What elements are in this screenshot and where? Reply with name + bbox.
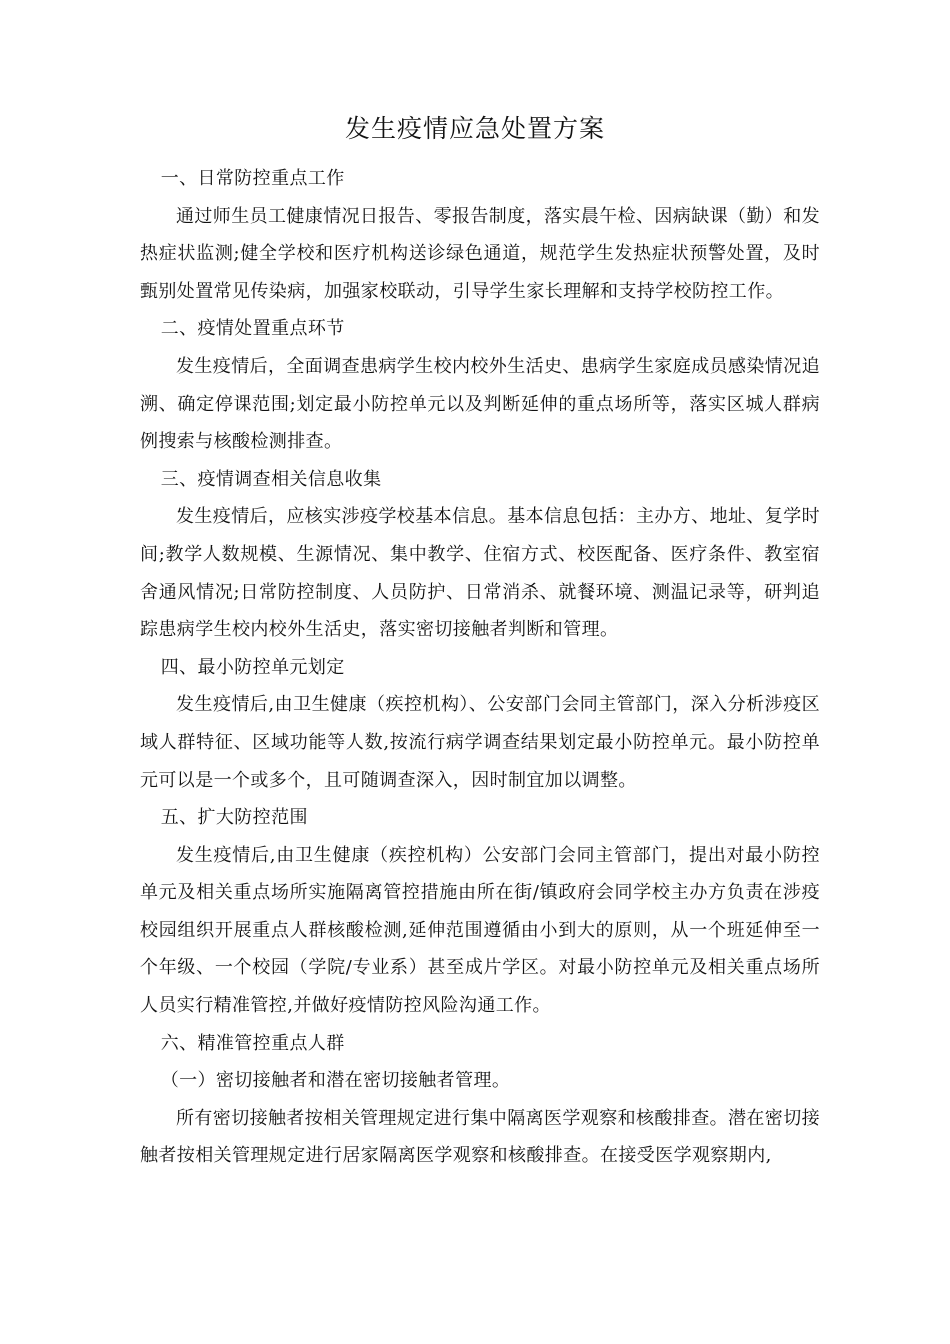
section-heading-5: 五、扩大防控范围	[160, 807, 308, 829]
subsection-heading-6-1: （一）密切接触者和潜在密切接触者管理。	[160, 1070, 511, 1092]
section-heading-2: 二、疫情处置重点环节	[160, 318, 345, 340]
document-body	[140, 160, 820, 1175]
section-heading-3: 三、疫情调查相关信息收集	[160, 468, 382, 490]
section-paragraph-2: 发生疫情后，全面调查患病学生校内校外生活史、患病学生家庭成员感染情况追溯、确定停课范围;划定最小防控单元以及判断延伸的重点场所等，落实区城人群病例搜索与核酸检测排查。	[140, 355, 820, 453]
section-paragraph-6-1: 所有密切接触者按相关管理规定进行集中隔离医学观察和核酸排查。潜在密切接触者按相关管理规定进行居家隔离医学观察和核酸排查。在接受医学观察期内,	[140, 1107, 820, 1167]
section-heading-6: 六、精准管控重点人群	[160, 1032, 345, 1054]
section-paragraph-4: 发生疫情后,由卫生健康（疾控机构）、公安部门会同主管部门，深入分析涉疫区域人群特征、区域功能等人数,按流行病学调查结果划定最小防控单元。最小防控单元可以是一个或多个，且可随调查深入，因时制宜加以调整。	[140, 694, 820, 791]
section-paragraph-5: 发生疫情后,由卫生健康（疾控机构）公安部门会同主管部门，提出对最小防控单元及相关重点场所实施隔离管控措施由所在街/镇政府会同学校主办方负责在涉疫校园组织开展重点人群核酸检测,延伸范围遵循由小到大的原则，从一个班延伸至一个年级、一个校园（学院/专业系）甚至成片学区。对最小防控单元及相关重点场所人员实行精准管控,并做好疫情防控风险沟通工作。	[140, 844, 820, 1017]
section-heading-4: 四、最小防控单元划定	[160, 656, 345, 678]
section-paragraph-3: 发生疫情后，应核实涉疫学校基本信息。基本信息包括：主办方、地址、复学时间;教学人数规模、生源情况、集中教学、住宿方式、校医配备、医疗条件、教室宿舍通风情况;日常防控制度、人员防护、日常消杀、就餐环境、测温记录等，研判追踪患病学生校内校外生活史，落实密切接触者判断和管理。	[140, 506, 820, 641]
section-heading-1: 一、日常防控重点工作	[160, 168, 345, 189]
section-paragraph-1: 通过师生员工健康情况日报告、零报告制度，落实晨午检、因病缺课（勤）和发热症状监测;健全学校和医疗机构送诊绿色通道，规范学生发热症状预警处置，及时甄别处置常见传染病，加强家校联动，引导学生家长理解和支持学校防控工作。	[140, 205, 820, 302]
document-title: 发生疫情应急处置方案	[344, 114, 605, 143]
